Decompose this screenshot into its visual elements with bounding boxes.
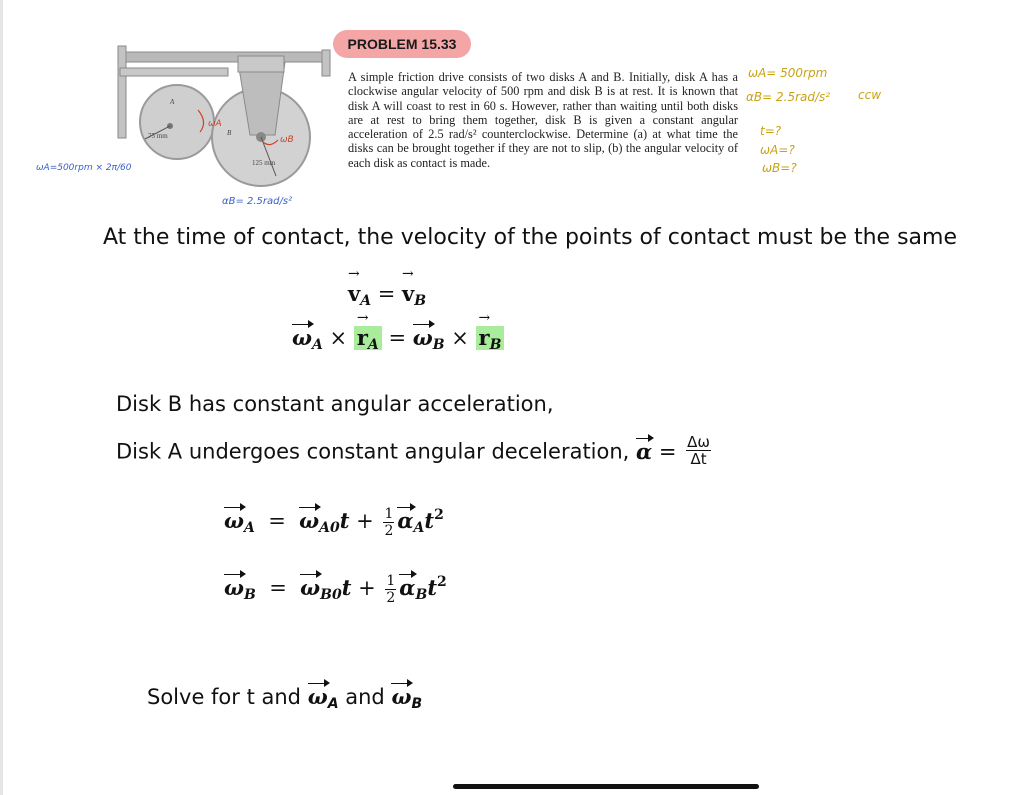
equation-omega-b: $\omega_B = \omega_{B0}t$ + $\frac{1}{2}$ $\alpha_Bt^2$ — [224, 573, 447, 606]
disk-a-statement: Disk A undergoes constant angular deceleration, α = $\frac{\Delta\omega}{\Delta t}$ — [116, 433, 710, 468]
support-bar — [120, 52, 330, 62]
problem-statement — [348, 70, 738, 170]
disk-b-label: B — [227, 129, 232, 137]
arm-rod — [120, 68, 228, 76]
disk-b-bracket — [238, 56, 284, 72]
solve-statement: Solve for t and $\omega_A$ and $\omega_B$ — [147, 684, 423, 712]
alpha-b-note: αB= 2.5rad/s² — [222, 196, 293, 207]
home-indicator[interactable] — [453, 784, 759, 789]
unknown-omega-b: ωB=? — [762, 161, 797, 175]
problem-paragraph: A simple friction drive consists of two disks A and B. Initially, disk A has a clockwise angular velocity of 500 rpm and disk B is at rest. It is known that disk A will coast to rest in 60 s. However, rather than waiting until both disks are at rest to bring them together, disk B is given a constant angular acceleration of 2.5 rad/s² counterclockwise. Determine (a) at what time the disks can be brought together if they are not to slip, (b) the angular velocity of each disk as contact is made. — [348, 70, 738, 170]
disk-a-label: A — [170, 98, 175, 106]
contact-statement: At the time of contact, the velocity of the points of contact must be the same — [103, 225, 957, 250]
ccw-note: ccw — [858, 88, 882, 102]
disk-a-radius-label: 75 mm — [148, 132, 168, 140]
disk-a-statement-text: Disk A undergoes constant angular deceleration, — [116, 439, 630, 464]
omega-a-mark: ωA — [208, 119, 222, 129]
support-post-right — [322, 50, 330, 76]
solve-statement-text: Solve for t and — [147, 685, 302, 709]
equation-cross-product: $\omega_A$ × → $r_A = \omega_B$ × → $r_B$ — [292, 325, 504, 353]
problem-badge: PROBLEM 15.33 — [333, 30, 471, 58]
given-alpha-b: αB= 2.5rad/s² — [746, 90, 831, 104]
support-post-left — [118, 46, 126, 138]
equation-omega-a: $\omega_A = \omega_{A0}t$ + $\frac{1}{2}$ $\alpha_At^2$ — [224, 506, 444, 539]
unknown-omega-a: ωA=? — [760, 143, 795, 157]
given-omega-a: ωA= 500rpm — [748, 66, 828, 80]
conversion-note: ωA=500rpm × 2π/60 — [36, 163, 132, 173]
disk-b-radius-label: 125 mm — [252, 159, 276, 167]
omega-b-mark: ωB — [280, 135, 294, 145]
equation-velocity-equal: → $v_A$ = → $v_B$ — [348, 281, 426, 309]
disk-a — [140, 85, 214, 159]
unknown-t: t=? — [760, 124, 782, 138]
solve-and: and — [345, 685, 385, 709]
disk-b-statement: Disk B has constant angular acceleration, — [116, 392, 554, 416]
page-left-edge — [0, 0, 3, 795]
